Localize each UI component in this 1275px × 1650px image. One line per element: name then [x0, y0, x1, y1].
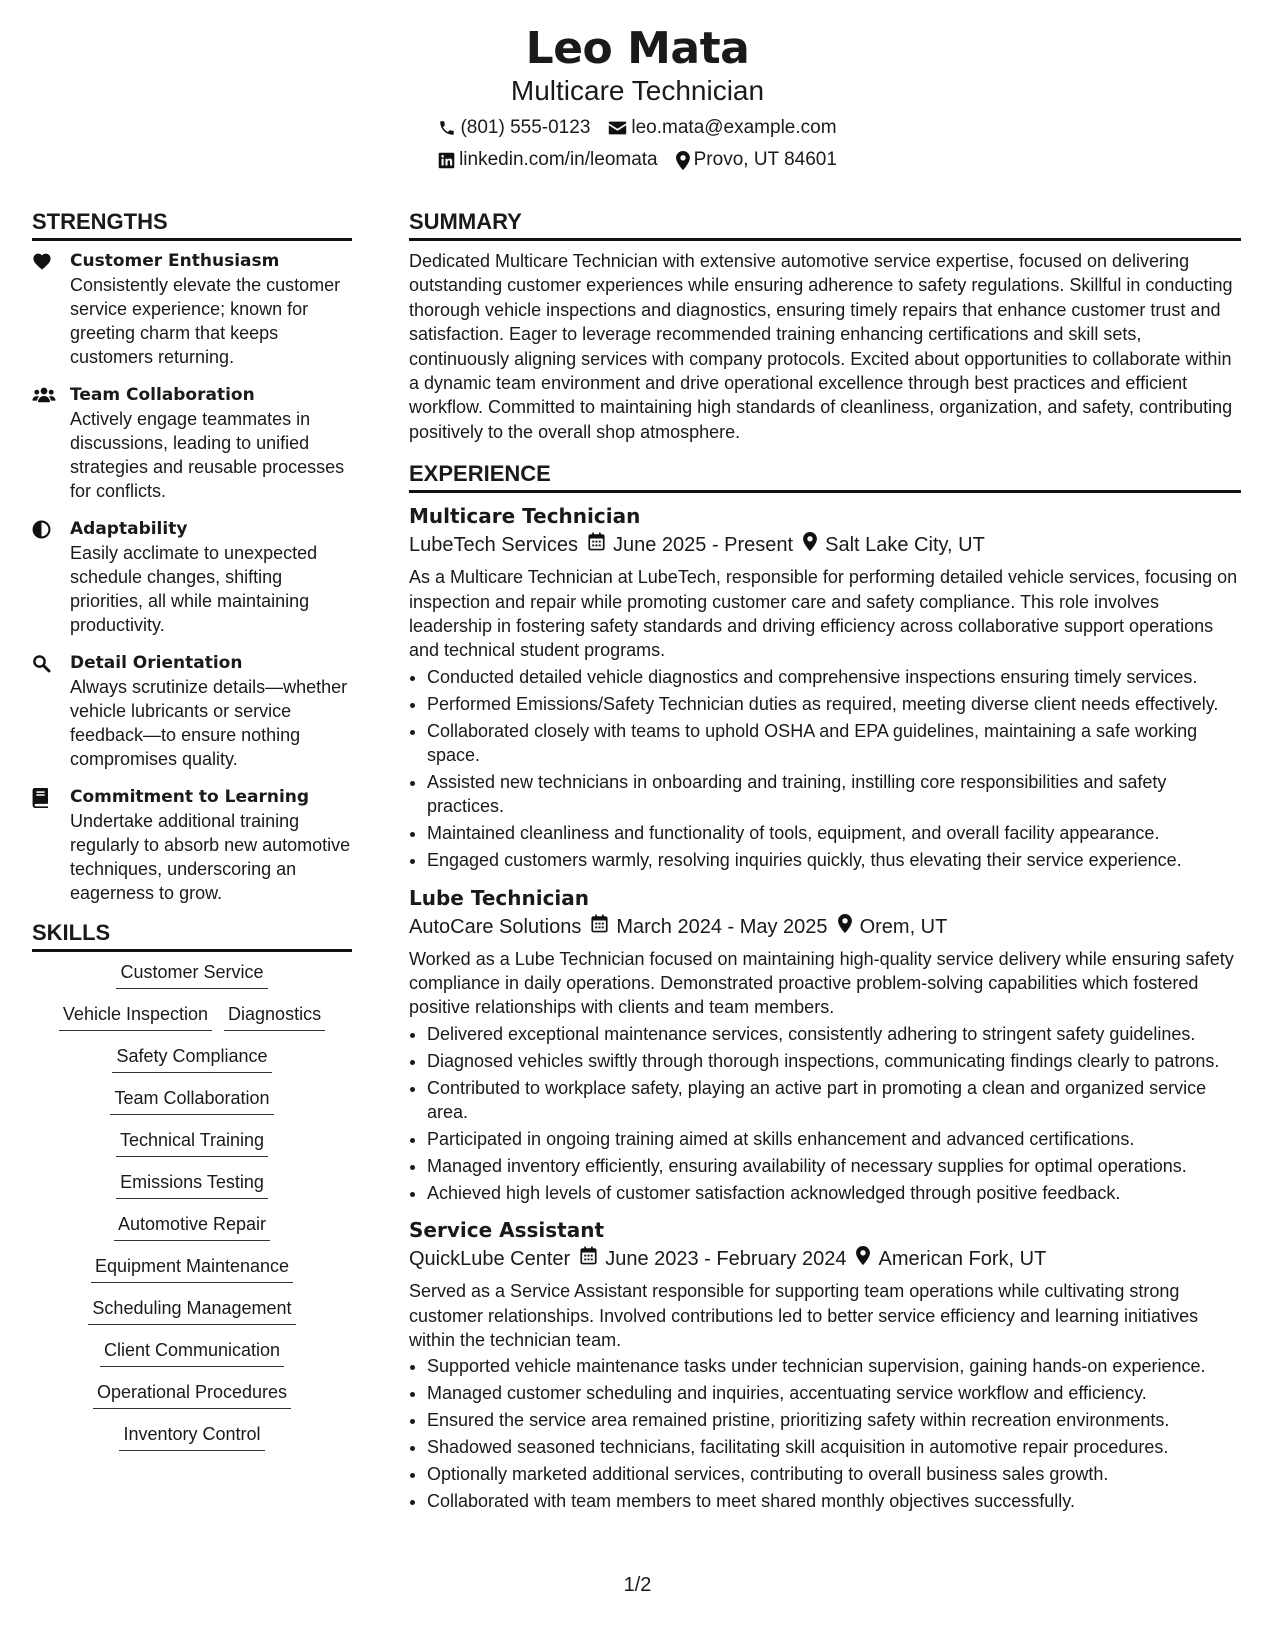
job-bullet: • Assisted new technicians in onboarding and training, instilling core responsibilities and safety practices.: [427, 770, 1241, 819]
resume-header: [0, 22, 1275, 172]
strengths-list: [32, 249, 352, 905]
job-bullet: • Achieved high levels of customer satisfaction acknowledged through positive feedback.: [427, 1181, 1241, 1205]
job-bullet: • Collaborated closely with teams to uphold OSHA and EPA guidelines, maintaining a safe working space.: [427, 719, 1241, 768]
linkedin-text[interactable]: linkedin.com/in/leomata: [459, 149, 658, 170]
skills-list: [32, 960, 352, 1451]
strength-name: Detail Orientation: [70, 653, 243, 673]
email-text[interactable]: leo.mata@example.com: [631, 117, 837, 138]
book-icon: [32, 785, 70, 905]
strength-desc: Consistently elevate the customer service experience; known for greeting charm that keeps customers returning.: [70, 275, 341, 367]
skill-tag: Team Collaboration: [110, 1086, 273, 1115]
job-company: AutoCare Solutions: [409, 915, 582, 938]
skills-heading: SKILLS: [32, 919, 352, 952]
job-bullets: [409, 1022, 1241, 1205]
summary-heading: SUMMARY: [409, 208, 1241, 241]
calendar-icon: [580, 1245, 597, 1273]
page-number: 1/2: [623, 1574, 652, 1596]
job-bullet: • Optionally marketed additional services, contributing to overall business sales growth.: [427, 1462, 1241, 1486]
envelope-icon: [608, 120, 627, 136]
calendar-icon: [591, 913, 608, 941]
candidate-name: Leo Mata: [525, 23, 750, 74]
job-bullets: [409, 1354, 1241, 1513]
job-description: Served as a Service Assistant responsible for supporting team operations while cultivating strong customer relationships. Involved contributions led to better service efficiency and learning initiatives within the technician team.: [409, 1281, 1199, 1350]
skill-tag: Equipment Maintenance: [91, 1254, 293, 1283]
job-title: Lube Technician: [409, 885, 590, 910]
contact-location: [676, 148, 837, 172]
skill-tag: Inventory Control: [119, 1422, 264, 1451]
skill-tag: Automotive Repair: [114, 1212, 270, 1241]
job-company: QuickLube Center: [409, 1248, 571, 1271]
users-icon: [32, 383, 70, 503]
job-meta: [409, 531, 1241, 559]
skill-tag: Operational Procedures: [93, 1380, 291, 1409]
strength-desc: Actively engage teammates in discussions, leading to unified strategies and reusable processes for conflicts.: [70, 409, 345, 501]
strength-desc: Undertake additional training regularly to absorb new automotive techniques, underscoring an eagerness to grow.: [70, 811, 351, 903]
job-location: Orem, UT: [859, 915, 948, 938]
contact-row-2: [0, 148, 1275, 172]
job-dates: June 2023 - February 2024: [605, 1248, 847, 1271]
contact-row-1: [0, 116, 1275, 140]
linkedin-icon: [438, 152, 455, 169]
strength-name: Customer Enthusiasm: [70, 251, 280, 271]
job-bullet: • Ensured the service area remained pristine, prioritizing safety within recreation environments.: [427, 1408, 1241, 1432]
contact-linkedin: [438, 148, 658, 172]
job-bullet: • Shadowed seasoned technicians, facilitating skill acquisition in automotive repair procedures.: [427, 1435, 1241, 1459]
search-icon: [32, 651, 70, 771]
job-bullet: • Supported vehicle maintenance tasks under technician supervision, gaining hands-on experience.: [427, 1354, 1241, 1378]
job-company: LubeTech Services: [409, 534, 578, 557]
job-location: Salt Lake City, UT: [825, 534, 985, 557]
strength-name: Commitment to Learning: [70, 787, 310, 807]
skill-tag: Scheduling Management: [88, 1296, 295, 1325]
map-marker-icon: [856, 1245, 870, 1273]
job-bullet: • Collaborated with team members to meet shared monthly objectives successfully.: [427, 1489, 1241, 1513]
phone-text[interactable]: (801) 555-0123: [460, 117, 591, 138]
job-bullet: • Performed Emissions/Safety Technician duties as required, meeting diverse client needs effectively.: [427, 692, 1241, 716]
job-entry: [409, 1215, 1241, 1513]
skill-tag: Client Communication: [100, 1338, 284, 1367]
skill-tag: Safety Compliance: [112, 1044, 271, 1073]
location-text: Provo, UT 84601: [693, 149, 837, 170]
job-bullet: • Managed inventory efficiently, ensuring availability of necessary supplies for optimal operations.: [427, 1154, 1241, 1178]
adjust-icon: [32, 517, 70, 637]
job-description: Worked as a Lube Technician focused on maintaining high-quality service delivery while ensuring safety compliance in daily operations. Demonstrated proactive problem-solving capabilities which fostered positive relationships with clients and team members.: [409, 948, 1234, 1018]
job-location: American Fork, UT: [878, 1248, 1047, 1271]
left-column: [32, 208, 352, 1464]
contact-email: [608, 116, 836, 140]
strength-item: [32, 383, 352, 503]
strength-name: Adaptability: [70, 519, 188, 539]
job-meta: [409, 1245, 1241, 1273]
strength-item: [32, 651, 352, 771]
job-bullet: • Managed customer scheduling and inquiries, accentuating service workflow and efficiency.: [427, 1381, 1241, 1405]
skill-tag: Vehicle Inspection: [59, 1002, 212, 1031]
job-bullet: • Conducted detailed vehicle diagnostics and comprehensive inspections ensuring timely services.: [427, 665, 1241, 689]
strength-desc: Always scrutinize details—whether vehicle lubricants or service feedback—to ensure nothing compromises quality.: [70, 677, 348, 769]
job-title: Service Assistant: [409, 1218, 605, 1243]
experience-heading: EXPERIENCE: [409, 460, 1241, 493]
strength-desc: Easily acclimate to unexpected schedule changes, shifting priorities, all while maintaining productivity.: [70, 543, 318, 635]
strengths-heading: STRENGTHS: [32, 208, 352, 241]
phone-icon: [438, 119, 456, 137]
job-bullet: • Contributed to workplace safety, playing an active part in promoting a clean and organized service area.: [427, 1076, 1241, 1125]
job-entry: [409, 501, 1241, 872]
skill-tag: Diagnostics: [224, 1002, 325, 1031]
summary-text: Dedicated Multicare Technician with extensive automotive service expertise, focused on delivering outstanding customer experiences while ensuring adherence to safety regulations. Skillful in conducting thorough vehicle inspections and diagnostics, ensuring timely repairs that enhance customer trust and satisfaction. Eager to leverage recommended training enhancing certifications and skill sets, continuously aligning services with company protocols. Excited about opportunities to collaborate within a dynamic team environment and drive operational excellence through best practices and efficient workflow. Committed to maintaining high standards of cleanliness, organization, and safety, contributing positively to the overall shop atmosphere.: [409, 251, 1233, 442]
job-title: Multicare Technician: [409, 504, 641, 529]
skill-tag: Technical Training: [116, 1128, 268, 1157]
job-meta: [409, 913, 1241, 941]
job-dates: June 2025 - Present: [612, 534, 794, 557]
strength-item: [32, 249, 352, 369]
job-bullet: • Diagnosed vehicles swiftly through thorough inspections, communicating findings clearly to patrons.: [427, 1049, 1241, 1073]
job-dates: March 2024 - May 2025: [616, 915, 828, 938]
candidate-title: Multicare Technician: [510, 75, 765, 106]
job-bullet: • Delivered exceptional maintenance services, consistently adhering to stringent safety guidelines.: [427, 1022, 1241, 1046]
job-bullet: • Maintained cleanliness and functionality of tools, equipment, and overall facility appearance.: [427, 821, 1241, 845]
strength-item: [32, 785, 352, 905]
map-marker-icon: [676, 151, 690, 170]
right-column: [409, 208, 1241, 1523]
job-bullets: [409, 665, 1241, 873]
job-entry: [409, 883, 1241, 1206]
heart-icon: [32, 249, 70, 369]
map-marker-icon: [803, 531, 817, 559]
job-description: As a Multicare Technician at LubeTech, responsible for performing detailed vehicle services, focusing on inspection and repair while promoting customer care and safety compliance. This role involves leadership in fostering safety standards and driving efficiency across collaborative support operations and technical student programs.: [409, 567, 1238, 661]
job-bullet: • Engaged customers warmly, resolving inquiries quickly, thus elevating their service experience.: [427, 848, 1241, 872]
calendar-icon: [588, 531, 605, 559]
skill-tag: Customer Service: [116, 960, 267, 989]
strength-item: [32, 517, 352, 637]
strength-name: Team Collaboration: [70, 385, 255, 405]
skill-tag: Emissions Testing: [116, 1170, 268, 1199]
map-marker-icon: [838, 913, 852, 941]
job-bullet: • Participated in ongoing training aimed at skills enhancement and advanced certifications.: [427, 1127, 1241, 1151]
contact-phone: [438, 116, 590, 140]
